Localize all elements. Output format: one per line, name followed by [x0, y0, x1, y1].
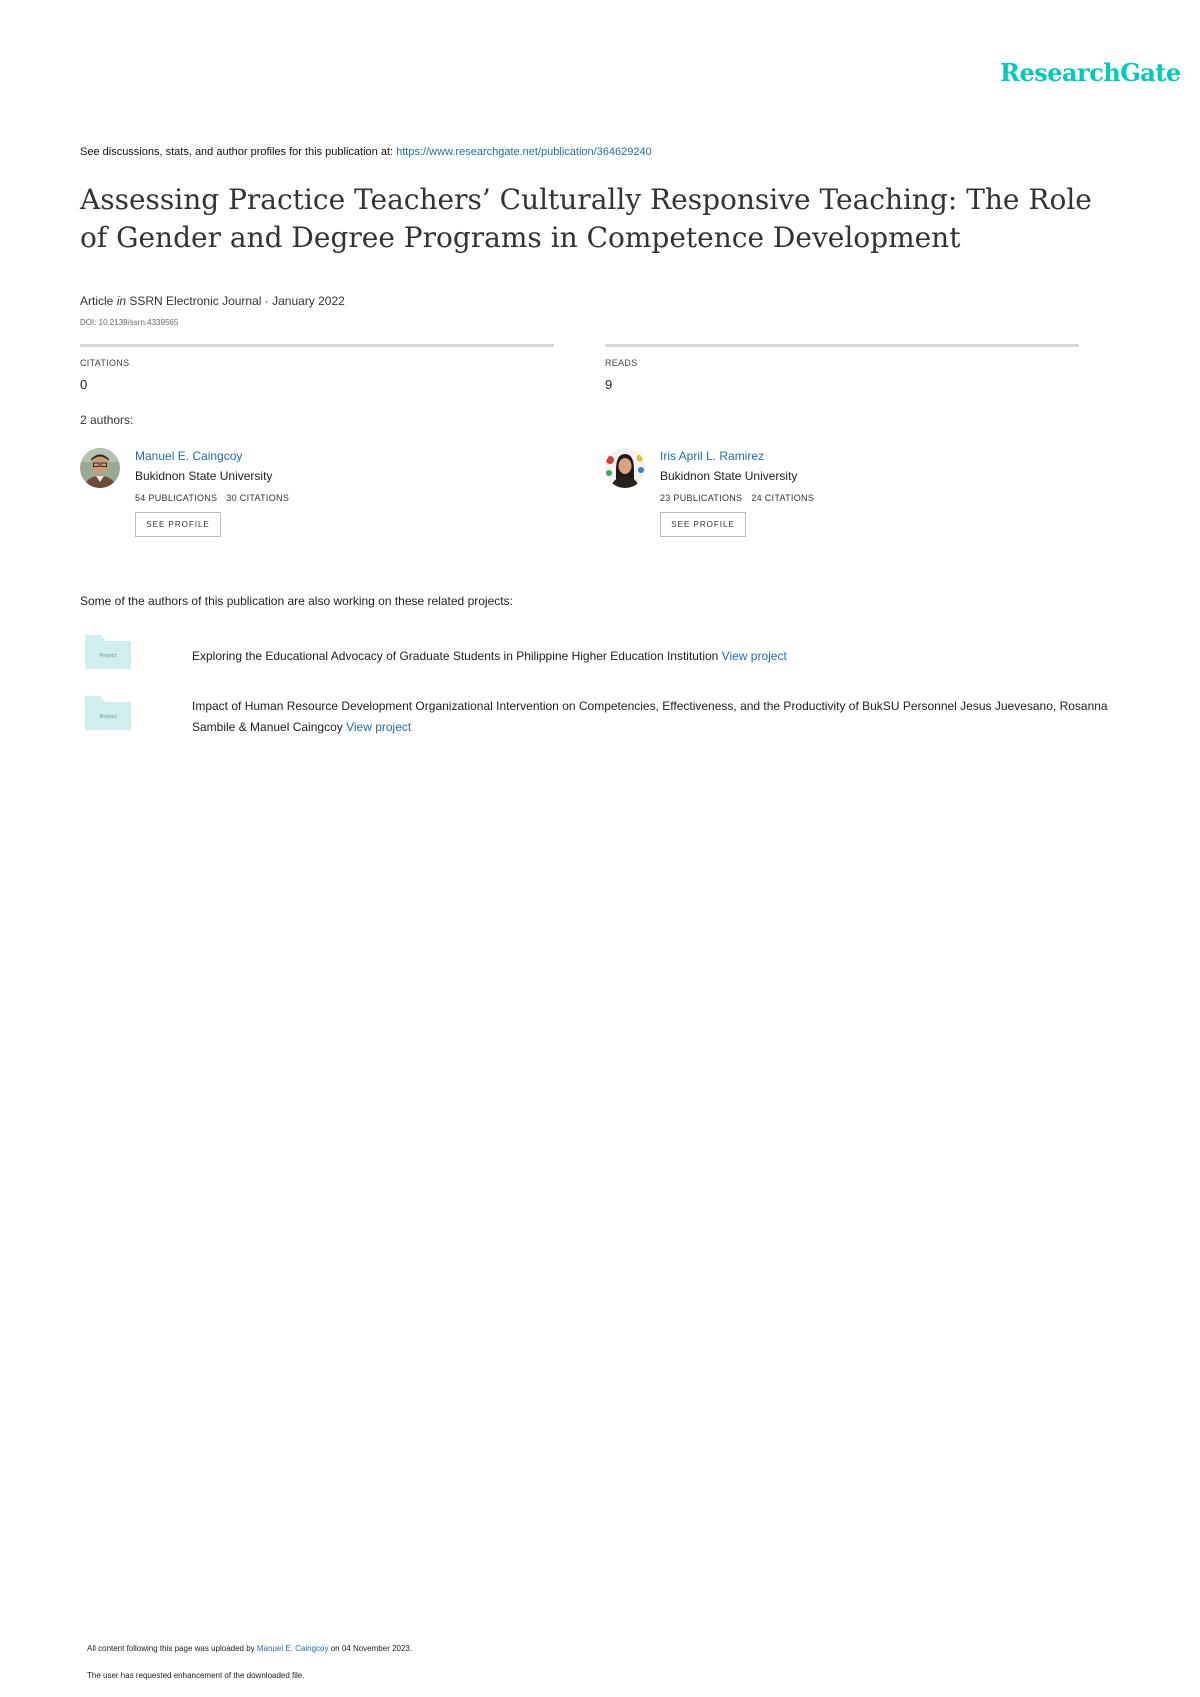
see-profile-button[interactable]: SEE PROFILE: [135, 512, 221, 537]
project-icon-label: Project: [99, 653, 117, 659]
reads-label: READS: [605, 358, 638, 368]
view-project-link[interactable]: View project: [721, 649, 787, 663]
author-card: [80, 448, 550, 554]
author-stats: [135, 493, 289, 503]
upload-suffix: on 04 November 2023.: [328, 1644, 413, 1653]
author-publications: 23 PUBLICATIONS: [660, 493, 743, 503]
author-citations: 24 CITATIONS: [751, 493, 815, 503]
upload-note: [87, 1644, 412, 1653]
reads-stat: [605, 344, 1079, 392]
author-name-link[interactable]: Manuel E. Caingcoy: [135, 449, 243, 463]
project-icon-label: Project: [99, 714, 117, 720]
avatar-photo-icon: [605, 448, 645, 488]
project-description: [192, 696, 1117, 738]
publication-meta: [80, 294, 345, 308]
see-profile-button[interactable]: SEE PROFILE: [660, 512, 746, 537]
project-folder-icon: [85, 694, 131, 730]
author-card: [605, 448, 1075, 554]
project-description: [192, 646, 1117, 667]
author-avatar[interactable]: [605, 448, 645, 488]
in-word: in: [116, 294, 127, 308]
enhancement-note: The user has requested enhancement of the downloaded file.: [87, 1671, 305, 1680]
researchgate-logo: ResearchGate: [1000, 58, 1181, 87]
citations-value: 0: [80, 377, 88, 392]
doi: DOI: 10.2139/ssrn.4339565: [80, 318, 179, 327]
journal-name: SSRN Electronic Journal: [129, 294, 262, 308]
view-project-link[interactable]: View project: [346, 720, 412, 734]
project-title: Impact of Human Resource Development Organizational Intervention on Competencies, Effectiveness, and the Productivity of BukSU Personnel Jesus Juevesano, Rosanna Sambile & Manuel Caingcoy: [192, 699, 1108, 734]
avatar-photo-icon: [80, 448, 120, 488]
see-discussions-line: [80, 146, 652, 158]
author-avatar[interactable]: [80, 448, 120, 488]
project-title: Exploring the Educational Advocacy of Graduate Students in Philippine Higher Education Institution: [192, 649, 722, 663]
see-discussions-text: See discussions, stats, and author profiles for this publication at:: [80, 146, 397, 158]
citations-label: CITATIONS: [80, 358, 130, 368]
upload-prefix: All content following this page was uploaded by: [87, 1644, 257, 1653]
author-name-link[interactable]: Iris April L. Ramirez: [660, 449, 765, 463]
reads-value: 9: [605, 377, 613, 392]
publication-title: Assessing Practice Teachers’ Culturally Responsive Teaching: The Role of Gender and Degree Programs in Competence Development: [80, 183, 1092, 254]
related-projects-heading: Some of the authors of this publication are also working on these related projects:: [80, 594, 513, 608]
uploader-link[interactable]: Manuel E. Caingcoy: [256, 1644, 329, 1653]
author-institution: Bukidnon State University: [660, 469, 798, 483]
publication-url-link[interactable]: https://www.researchgate.net/publication/364629240: [396, 146, 652, 158]
author-institution: Bukidnon State University: [135, 469, 273, 483]
article-type: Article: [80, 294, 114, 308]
author-publications: 54 PUBLICATIONS: [135, 493, 218, 503]
meta-separator: ·: [261, 294, 273, 308]
citations-stat: [80, 344, 554, 392]
publication-date: January 2022: [272, 294, 345, 308]
authors-heading: 2 authors:: [80, 413, 134, 427]
author-stats: [660, 493, 814, 503]
project-folder-icon: [85, 633, 131, 669]
author-citations: 30 CITATIONS: [226, 493, 290, 503]
